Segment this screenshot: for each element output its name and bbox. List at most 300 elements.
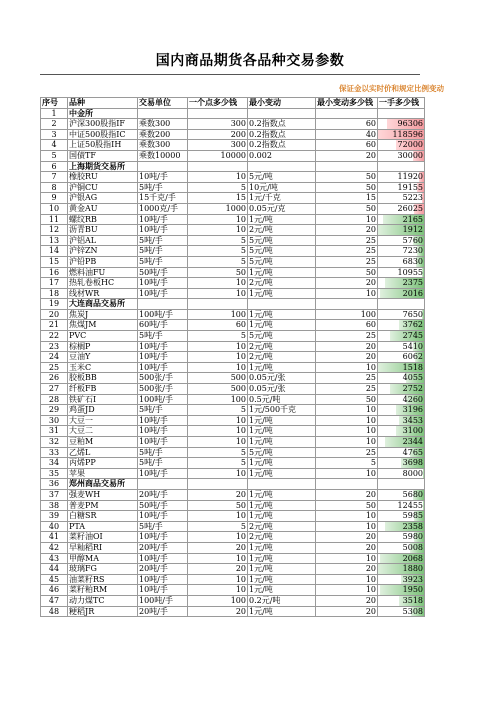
- min-change-value-cell: 25: [316, 256, 378, 267]
- unit-cell: 20吨/手: [138, 489, 188, 500]
- table-row: [41, 320, 425, 331]
- section-row: [41, 299, 425, 310]
- margin-cell: [378, 595, 425, 606]
- margin-cell: [378, 553, 425, 564]
- unit-cell: 500张/手: [138, 384, 188, 395]
- unit-cell: 10吨/手: [138, 437, 188, 448]
- tick-value-cell: 500: [188, 373, 248, 384]
- unit-cell: 10吨/手: [138, 532, 188, 543]
- unit-cell: 10吨/手: [138, 426, 188, 437]
- tick-value-cell: 10: [188, 585, 248, 596]
- min-change-value-cell: 20: [316, 489, 378, 500]
- min-tick-cell: 1元/吨: [248, 468, 316, 479]
- table-row: [41, 553, 425, 564]
- tick-value-cell: 10: [188, 341, 248, 352]
- empty-cell: [316, 299, 378, 310]
- tick-value-cell: 300: [188, 140, 248, 151]
- row-number: 6: [41, 161, 68, 172]
- min-change-value-cell: 20: [316, 225, 378, 236]
- tick-value-cell: 10: [188, 426, 248, 437]
- unit-cell: 60吨/手: [138, 320, 188, 331]
- tick-value-cell: 5: [188, 521, 248, 532]
- row-number: 8: [41, 182, 68, 193]
- min-tick-cell: 1元/吨: [248, 458, 316, 469]
- margin-value: 1912: [402, 225, 423, 235]
- margin-cell: [378, 362, 425, 373]
- margin-cell: [378, 140, 425, 151]
- empty-cell: [248, 299, 316, 310]
- margin-value: 11920: [397, 172, 423, 182]
- min-change-value-cell: 20: [316, 564, 378, 575]
- margin-value: 3518: [402, 595, 423, 605]
- table-row: [41, 405, 425, 416]
- margin-value: 2752: [402, 384, 423, 394]
- empty-cell: [188, 161, 248, 172]
- variety-cell: 沪深300股指IF: [68, 119, 138, 130]
- tick-value-cell: 5: [188, 246, 248, 257]
- margin-value: 12455: [397, 500, 423, 510]
- min-change-value-cell: 10: [316, 415, 378, 426]
- table-row: [41, 214, 425, 225]
- unit-cell: 乘数300: [138, 119, 188, 130]
- table-row: [41, 341, 425, 352]
- row-number: 2: [41, 119, 68, 130]
- row-number: 47: [41, 595, 68, 606]
- variety-cell: 鸡蛋JD: [68, 405, 138, 416]
- table-row: [41, 532, 425, 543]
- unit-cell: 5吨/手: [138, 458, 188, 469]
- row-number: 1: [41, 108, 68, 119]
- empty-cell: [138, 479, 188, 490]
- margin-value: 4260: [402, 394, 423, 404]
- min-change-value-cell: 25: [316, 384, 378, 395]
- variety-cell: 动力煤TC: [68, 595, 138, 606]
- table-body: [41, 108, 425, 617]
- table-row: [41, 394, 425, 405]
- row-number: 46: [41, 585, 68, 596]
- min-tick-cell: 1元/吨: [248, 542, 316, 553]
- min-change-value-cell: 10: [316, 288, 378, 299]
- row-number: 27: [41, 384, 68, 395]
- margin-value: 72000: [397, 140, 423, 150]
- tick-value-cell: 5: [188, 405, 248, 416]
- tick-value-cell: 200: [188, 129, 248, 140]
- margin-value: 5760: [402, 235, 423, 245]
- tick-value-cell: 50: [188, 267, 248, 278]
- margin-value: 5985: [402, 511, 423, 521]
- tick-value-cell: 10: [188, 172, 248, 183]
- margin-value: 5410: [402, 341, 423, 351]
- variety-cell: 纤板FB: [68, 384, 138, 395]
- unit-cell: 10吨/手: [138, 341, 188, 352]
- min-change-value-cell: 10: [316, 553, 378, 564]
- min-tick-cell: 10元/吨: [248, 182, 316, 193]
- table-row: [41, 564, 425, 575]
- min-change-value-cell: 50: [316, 203, 378, 214]
- margin-value: 3196: [402, 405, 423, 415]
- min-change-value-cell: 20: [316, 278, 378, 289]
- tick-value-cell: 500: [188, 384, 248, 395]
- empty-cell: [316, 108, 378, 119]
- tick-value-cell: 300: [188, 119, 248, 130]
- variety-cell: 螺纹RB: [68, 214, 138, 225]
- unit-cell: 100吨/手: [138, 394, 188, 405]
- tick-value-cell: 5: [188, 447, 248, 458]
- tick-value-cell: 100: [188, 309, 248, 320]
- tick-value-cell: 5: [188, 235, 248, 246]
- row-number: 42: [41, 542, 68, 553]
- margin-cell: [378, 246, 425, 257]
- margin-cell: [378, 203, 425, 214]
- empty-cell: [188, 479, 248, 490]
- min-change-value-cell: 25: [316, 246, 378, 257]
- table-row: [41, 415, 425, 426]
- variety-cell: 焦炭J: [68, 309, 138, 320]
- tick-value-cell: 5: [188, 182, 248, 193]
- row-number: 38: [41, 500, 68, 511]
- margin-cell: [378, 352, 425, 363]
- min-tick-cell: 5元/吨: [248, 172, 316, 183]
- table-row: [41, 203, 425, 214]
- min-tick-cell: 1元/吨: [248, 437, 316, 448]
- min-change-value-cell: 50: [316, 267, 378, 278]
- table-row: [41, 595, 425, 606]
- variety-cell: 大豆一: [68, 415, 138, 426]
- margin-value: 1880: [402, 564, 423, 574]
- margin-cell: [378, 405, 425, 416]
- min-change-value-cell: 40: [316, 129, 378, 140]
- variety-cell: 菜籽粕RM: [68, 585, 138, 596]
- col-header-no: 序号: [41, 98, 68, 109]
- variety-cell: 豆油Y: [68, 352, 138, 363]
- table-row: [41, 606, 425, 617]
- tick-value-cell: 50: [188, 500, 248, 511]
- tick-value-cell: 100: [188, 394, 248, 405]
- row-number: 44: [41, 564, 68, 575]
- min-change-value-cell: 60: [316, 320, 378, 331]
- min-change-value-cell: 10: [316, 426, 378, 437]
- empty-cell: [248, 161, 316, 172]
- table-row: [41, 140, 425, 151]
- col-header-unit: 交易单位: [138, 98, 188, 109]
- margin-value: 3923: [402, 574, 423, 584]
- row-number: 43: [41, 553, 68, 564]
- tick-value-cell: 10: [188, 437, 248, 448]
- margin-cell: [378, 468, 425, 479]
- min-tick-cell: 0.5元/吨: [248, 394, 316, 405]
- min-tick-cell: 0.2指数点: [248, 140, 316, 151]
- min-change-value-cell: 10: [316, 468, 378, 479]
- page-title: 国内商品期货各品种交易参数: [155, 53, 345, 69]
- variety-cell: 焦煤JM: [68, 320, 138, 331]
- min-tick-cell: 1元/吨: [248, 267, 316, 278]
- min-change-value-cell: 25: [316, 235, 378, 246]
- margin-value: 2375: [402, 278, 423, 288]
- margin-value: 3100: [402, 426, 423, 436]
- variety-cell: 菜籽油OI: [68, 532, 138, 543]
- variety-cell: 沪铅PB: [68, 256, 138, 267]
- col-header-tick-value: 一个点多少钱: [188, 98, 248, 109]
- exchange-name: 中金所: [68, 108, 138, 119]
- margin-cell: [378, 193, 425, 204]
- variety-cell: 上证50股指IH: [68, 140, 138, 151]
- min-change-value-cell: 20: [316, 595, 378, 606]
- min-tick-cell: 1元/吨: [248, 553, 316, 564]
- margin-value: 5980: [402, 532, 423, 542]
- table-row: [41, 362, 425, 373]
- empty-cell: [378, 161, 425, 172]
- row-number: 22: [41, 331, 68, 342]
- table-row: [41, 574, 425, 585]
- unit-cell: 乘数200: [138, 129, 188, 140]
- empty-cell: [378, 108, 425, 119]
- row-number: 17: [41, 278, 68, 289]
- tick-value-cell: 5: [188, 256, 248, 267]
- min-tick-cell: 0.2元/吨: [248, 595, 316, 606]
- row-number: 30: [41, 415, 68, 426]
- margin-cell: [378, 331, 425, 342]
- unit-cell: 5吨/手: [138, 235, 188, 246]
- margin-cell: [378, 256, 425, 267]
- variety-cell: 棕榈P: [68, 341, 138, 352]
- unit-cell: 5吨/手: [138, 331, 188, 342]
- section-row: [41, 108, 425, 119]
- margin-value: 5223: [402, 193, 423, 203]
- variety-cell: 早籼稻RI: [68, 542, 138, 553]
- tick-value-cell: 10: [188, 532, 248, 543]
- variety-cell: PTA: [68, 521, 138, 532]
- row-number: 5: [41, 150, 68, 161]
- margin-value: 96306: [397, 119, 423, 129]
- tick-value-cell: 15: [188, 193, 248, 204]
- row-number: 16: [41, 267, 68, 278]
- unit-cell: 乘数10000: [138, 150, 188, 161]
- unit-cell: 5吨/手: [138, 182, 188, 193]
- min-tick-cell: 1元/吨: [248, 585, 316, 596]
- row-number: 37: [41, 489, 68, 500]
- unit-cell: 10吨/手: [138, 468, 188, 479]
- empty-cell: [378, 479, 425, 490]
- variety-cell: 热轧卷板HC: [68, 278, 138, 289]
- margin-value: 3762: [402, 320, 423, 330]
- unit-cell: 10吨/手: [138, 574, 188, 585]
- unit-cell: 10吨/手: [138, 553, 188, 564]
- variety-cell: 中证500股指IC: [68, 129, 138, 140]
- row-number: 24: [41, 352, 68, 363]
- row-number: 9: [41, 193, 68, 204]
- tick-value-cell: 10: [188, 362, 248, 373]
- table-row: [41, 426, 425, 437]
- col-header-min-tick: 最小变动: [248, 98, 316, 109]
- table-row: [41, 500, 425, 511]
- min-tick-cell: 1元/吨: [248, 214, 316, 225]
- row-number: 35: [41, 468, 68, 479]
- tick-value-cell: 10: [188, 574, 248, 585]
- row-number: 32: [41, 437, 68, 448]
- min-tick-cell: 1元/吨: [248, 426, 316, 437]
- tick-value-cell: 10: [188, 415, 248, 426]
- table-row: [41, 458, 425, 469]
- exchange-name: 上海期货交易所: [68, 161, 138, 172]
- empty-cell: [188, 299, 248, 310]
- variety-cell: 豆粕M: [68, 437, 138, 448]
- row-number: 21: [41, 320, 68, 331]
- unit-cell: 5吨/手: [138, 447, 188, 458]
- variety-cell: 沪铝AL: [68, 235, 138, 246]
- row-number: 14: [41, 246, 68, 257]
- empty-cell: [188, 108, 248, 119]
- variety-cell: 苹果: [68, 468, 138, 479]
- min-tick-cell: 5元/吨: [248, 246, 316, 257]
- margin-cell: [378, 214, 425, 225]
- margin-value: 30000: [397, 150, 423, 160]
- margin-value: 2745: [402, 331, 423, 341]
- margin-cell: [378, 394, 425, 405]
- margin-cell: [378, 564, 425, 575]
- min-tick-cell: 1元/吨: [248, 564, 316, 575]
- min-change-value-cell: 50: [316, 182, 378, 193]
- margin-cell: [378, 521, 425, 532]
- min-change-value-cell: 60: [316, 140, 378, 151]
- row-number: 7: [41, 172, 68, 183]
- unit-cell: 5吨/手: [138, 256, 188, 267]
- tick-value-cell: 10000: [188, 150, 248, 161]
- exchange-name: 大连商品交易所: [68, 299, 138, 310]
- margin-cell: [378, 320, 425, 331]
- margin-cell: [378, 384, 425, 395]
- margin-cell: [378, 426, 425, 437]
- margin-cell: [378, 415, 425, 426]
- min-tick-cell: 5元/吨: [248, 235, 316, 246]
- min-tick-cell: 5元/吨: [248, 447, 316, 458]
- table-row: [41, 267, 425, 278]
- min-tick-cell: 1元/吨: [248, 489, 316, 500]
- min-tick-cell: 0.2指数点: [248, 129, 316, 140]
- min-tick-cell: 0.05元/张: [248, 373, 316, 384]
- variety-cell: 沪银AG: [68, 193, 138, 204]
- unit-cell: 10吨/手: [138, 278, 188, 289]
- unit-cell: 20吨/手: [138, 542, 188, 553]
- margin-value: 2165: [402, 214, 423, 224]
- margin-value: 2016: [402, 288, 423, 298]
- tick-value-cell: 10: [188, 225, 248, 236]
- col-header-min-change-value: 最小变动多少钱: [316, 98, 378, 109]
- tick-value-cell: 10: [188, 468, 248, 479]
- header-row: [41, 98, 425, 109]
- table-row: [41, 172, 425, 183]
- unit-cell: 1000克/手: [138, 203, 188, 214]
- tick-value-cell: 20: [188, 606, 248, 617]
- min-change-value-cell: 10: [316, 214, 378, 225]
- empty-cell: [138, 161, 188, 172]
- variety-cell: 普麦PM: [68, 500, 138, 511]
- table-row: [41, 278, 425, 289]
- min-tick-cell: 1元/吨: [248, 511, 316, 522]
- table-row: [41, 331, 425, 342]
- table-row: [41, 246, 425, 257]
- min-tick-cell: 1元/吨: [248, 574, 316, 585]
- margin-cell: [378, 150, 425, 161]
- margin-value: 6830: [402, 256, 423, 266]
- unit-cell: 5吨/手: [138, 521, 188, 532]
- margin-value: 6062: [402, 352, 423, 362]
- variety-cell: 黄金AU: [68, 203, 138, 214]
- unit-cell: 10吨/手: [138, 585, 188, 596]
- min-change-value-cell: 50: [316, 500, 378, 511]
- unit-cell: 10吨/手: [138, 352, 188, 363]
- margin-value: 7650: [402, 309, 423, 319]
- row-number: 48: [41, 606, 68, 617]
- min-tick-cell: 2元/吨: [248, 225, 316, 236]
- table-row: [41, 150, 425, 161]
- row-number: 31: [41, 426, 68, 437]
- variety-cell: 丙烯PP: [68, 458, 138, 469]
- variety-cell: 油菜籽RS: [68, 574, 138, 585]
- table-row: [41, 225, 425, 236]
- variety-cell: 橡胶RU: [68, 172, 138, 183]
- variety-cell: 国债TF: [68, 150, 138, 161]
- variety-cell: 玉米C: [68, 362, 138, 373]
- row-number: 15: [41, 256, 68, 267]
- variety-cell: 玻璃FG: [68, 564, 138, 575]
- min-change-value-cell: 20: [316, 606, 378, 617]
- min-tick-cell: 1元/吨: [248, 606, 316, 617]
- row-number: 10: [41, 203, 68, 214]
- min-tick-cell: 2元/吨: [248, 521, 316, 532]
- unit-cell: 100吨/手: [138, 595, 188, 606]
- margin-cell: [378, 489, 425, 500]
- row-number: 12: [41, 225, 68, 236]
- min-tick-cell: 0.05元/张: [248, 384, 316, 395]
- exchange-name: 郑州商品交易所: [68, 479, 138, 490]
- margin-value: 1518: [402, 362, 423, 372]
- section-row: [41, 479, 425, 490]
- row-number: 29: [41, 405, 68, 416]
- margin-cell: [378, 129, 425, 140]
- min-tick-cell: 1元/吨: [248, 320, 316, 331]
- row-number: 40: [41, 521, 68, 532]
- unit-cell: 10吨/手: [138, 511, 188, 522]
- row-number: 11: [41, 214, 68, 225]
- unit-cell: 10吨/手: [138, 172, 188, 183]
- margin-cell: [378, 225, 425, 236]
- min-change-value-cell: 10: [316, 405, 378, 416]
- min-change-value-cell: 10: [316, 511, 378, 522]
- margin-cell: [378, 542, 425, 553]
- table-row: [41, 309, 425, 320]
- min-change-value-cell: 10: [316, 362, 378, 373]
- margin-value: 4765: [402, 447, 423, 457]
- row-number: 28: [41, 394, 68, 405]
- unit-cell: 100吨/手: [138, 309, 188, 320]
- tick-value-cell: 10: [188, 288, 248, 299]
- min-change-value-cell: 10: [316, 437, 378, 448]
- min-change-value-cell: 5: [316, 458, 378, 469]
- row-number: 23: [41, 341, 68, 352]
- min-tick-cell: 1元/吨: [248, 362, 316, 373]
- margin-value: 10955: [397, 267, 423, 277]
- variety-cell: PVC: [68, 331, 138, 342]
- min-tick-cell: 0.05元/克: [248, 203, 316, 214]
- table-row: [41, 129, 425, 140]
- tick-value-cell: 5: [188, 331, 248, 342]
- margin-cell: [378, 585, 425, 596]
- margin-value: 5308: [402, 606, 423, 616]
- table-row: [41, 384, 425, 395]
- row-number: 34: [41, 458, 68, 469]
- margin-value: 3453: [402, 415, 423, 425]
- margin-value: 118596: [392, 129, 423, 139]
